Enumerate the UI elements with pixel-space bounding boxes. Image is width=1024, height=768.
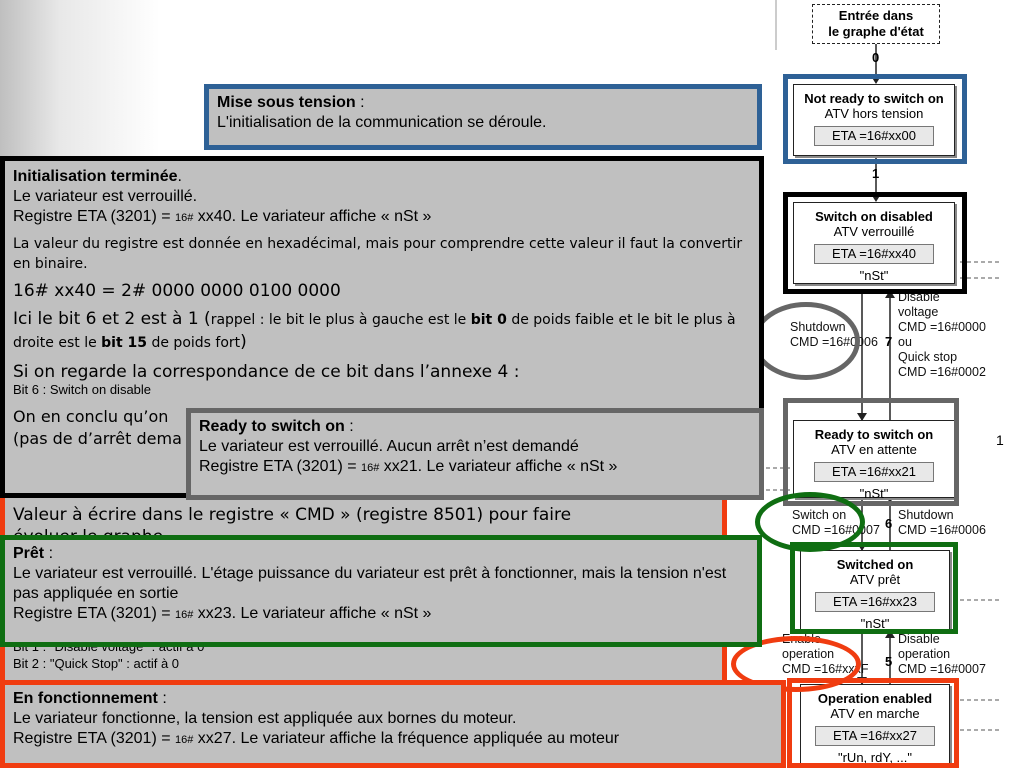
ellipse-gray xyxy=(752,302,860,380)
init-title: Initialisation terminée xyxy=(13,168,178,185)
state-eta: ETA =16#xx27 xyxy=(815,726,935,746)
highlight-frame-black xyxy=(783,192,967,294)
highlight-frame-blue xyxy=(783,74,967,164)
pret-line1: Le variateur est verrouillé. L'étage puissance du variateur est prêt à fonctionner, mais la tension n'est pas appliquée en sortie xyxy=(13,565,727,602)
state-sub: ATV en marche xyxy=(830,706,920,721)
enable-operation-label: Enable operation CMD =16#xxxF xyxy=(782,632,869,676)
transition-6: 6 xyxy=(885,516,893,531)
shutdown-label-2: Shutdown CMD =16#0006 xyxy=(898,508,986,537)
disable-operation-label: Disable operation CMD =16#0007 xyxy=(898,632,986,676)
state-title: Ready to switch on xyxy=(814,427,934,442)
pret-line2: Registre ETA (3201) = 16# xx23. Le variateur affiche « nSt » xyxy=(13,605,432,622)
ready-line2: Registre ETA (3201) = 16# xx21. Le variateur affiche « nSt » xyxy=(199,458,618,475)
ready-title: Ready to switch on xyxy=(199,418,345,435)
transition-0: 0 xyxy=(872,50,880,65)
state-display: "nSt" xyxy=(859,486,889,501)
transition-5: 5 xyxy=(885,654,893,669)
highlight-frame-green xyxy=(790,542,958,634)
callout-en-fonctionnement: En fonctionnement : Le variateur fonctionne, la tension est appliquée aux bornes du moteur. Registre ETA (3201) = 16# xx27. Le variateur affiche la fréquence appliquée au moteur xyxy=(0,680,786,768)
entry-box xyxy=(812,4,940,44)
state-title: Not ready to switch on xyxy=(804,91,944,106)
state-eta: ETA =16#xx00 xyxy=(814,126,934,146)
disable-voltage-label: Disable voltage CMD =16#0000 ou Quick stop CMD =16#0002 xyxy=(898,290,986,379)
state-sub: ATV en attente xyxy=(831,442,917,457)
state-display: "rUn, rdY, ..." xyxy=(837,750,912,765)
switch-on-label: Switch on CMD =16#0007 xyxy=(792,508,880,537)
init-bit6: Bit 6 : Switch on disable xyxy=(13,382,152,397)
transition-1: 1 xyxy=(872,166,880,181)
mise-text: L'initialisation de la communication se déroule. xyxy=(217,114,547,131)
state-title: Switch on disabled xyxy=(815,209,933,224)
transition-7: 7 xyxy=(885,334,893,349)
state-sub: ATV prêt xyxy=(849,572,901,587)
callout-ready-to-switch-on: Ready to switch on : Le variateur est verrouillé. Aucun arrêt n’est demandé Registre ETA (3201) = 16# xx21. Le variateur affiche « nSt » xyxy=(186,408,764,500)
init-conclusion: On en conclu qu’on (pas de d’arrêt dema xyxy=(13,407,182,448)
state-sub: ATV verrouillé xyxy=(833,224,915,239)
fonct-line2: Registre ETA (3201) = 16# xx27. Le variateur affiche la fréquence appliquée au moteur xyxy=(13,730,620,747)
state-eta: ETA =16#xx23 xyxy=(815,592,935,612)
entry-line1: Entrée dans xyxy=(838,8,914,23)
init-line2: Registre ETA (3201) = 16# xx40. Le variateur affiche « nSt » xyxy=(13,208,432,225)
mise-title: Mise sous tension xyxy=(217,94,356,111)
callout-pret: Prêt : Le variateur est verrouillé. L'étage puissance du variateur est prêt à fonctionner, mais la tension n'est pas appliquée en sortie Registre ETA (3201) = 16# xx23. Le variateur affiche « nSt » xyxy=(0,535,762,647)
ellipse-green xyxy=(755,492,865,552)
entry-line2: le graphe d'état xyxy=(828,24,924,39)
callout-mise-sous-tension: Mise sous tension : L'initialisation de la communication se déroule. xyxy=(204,84,762,150)
state-title: Switched on xyxy=(836,557,914,572)
init-line1: Le variateur est verrouillé. xyxy=(13,188,198,205)
shutdown-label-1: Shutdown CMD =16#0006 xyxy=(790,320,878,349)
init-paragraph-4: Si on regarde la correspondance de ce bit dans l’annexe 4 : xyxy=(13,362,520,382)
callout-initialisation: Initialisation terminée. Le variateur est verrouillé. Registre ETA (3201) = 16# xx40. Le variateur affiche « nSt » La valeur du registre est donnée en hexadécimal, mais pour comprendre cette valeur il faut la convertir en binaire. 16# xx40 = 2# 0000 0000 0100 0000 Ici le bit 6 et 2 est à 1 (rappel : le bit le plus à gauche est le bit 0 de poids faible et le bit le plus à droite est le bit 15 de poids fort) Si on regarde la correspondance de ce bit dans l’annexe 4 : Bit 6 : Switch on disable On en conclu qu’on (pas de d’arrêt dema xyxy=(0,156,764,498)
state-sub: ATV hors tension xyxy=(824,106,924,121)
pret-title: Prêt xyxy=(13,545,45,562)
init-paragraph-3: Ici le bit 6 et 2 est à 1 (rappel : le bit le plus à gauche est le bit 0 de poids faible et le bit le plus à droite est le bit 15 de poids fort) xyxy=(13,309,736,352)
highlight-frame-red xyxy=(787,678,959,768)
init-hex-binary: 16# xx40 = 2# 0000 0000 0100 0000 xyxy=(13,281,341,301)
fonct-title: En fonctionnement xyxy=(13,690,158,707)
valeur-line1: Valeur à écrire dans le registre « CMD » (registre 8501) pour faire xyxy=(13,505,572,525)
highlight-frame-gray xyxy=(783,398,959,506)
state-display: "nSt" xyxy=(859,268,889,283)
state-eta: ETA =16#xx21 xyxy=(814,462,934,482)
ready-line1: Le variateur est verrouillé. Aucun arrêt n’est demandé xyxy=(199,438,579,455)
valeur-bit2: Bit 2 : "Quick Stop" : actif à 0 xyxy=(13,656,180,671)
fonct-line1: Le variateur fonctionne, la tension est appliquée aux bornes du moteur. xyxy=(13,710,517,727)
edge-mark: 1 xyxy=(996,432,1004,448)
state-display: "nSt" xyxy=(860,616,890,631)
state-eta: ETA =16#xx40 xyxy=(814,244,934,264)
init-paragraph-1: La valeur du registre est donnée en hexadécimal, mais pour comprendre cette valeur il faut la convertir en binaire. xyxy=(13,236,743,272)
state-title: Operation enabled xyxy=(817,691,933,706)
